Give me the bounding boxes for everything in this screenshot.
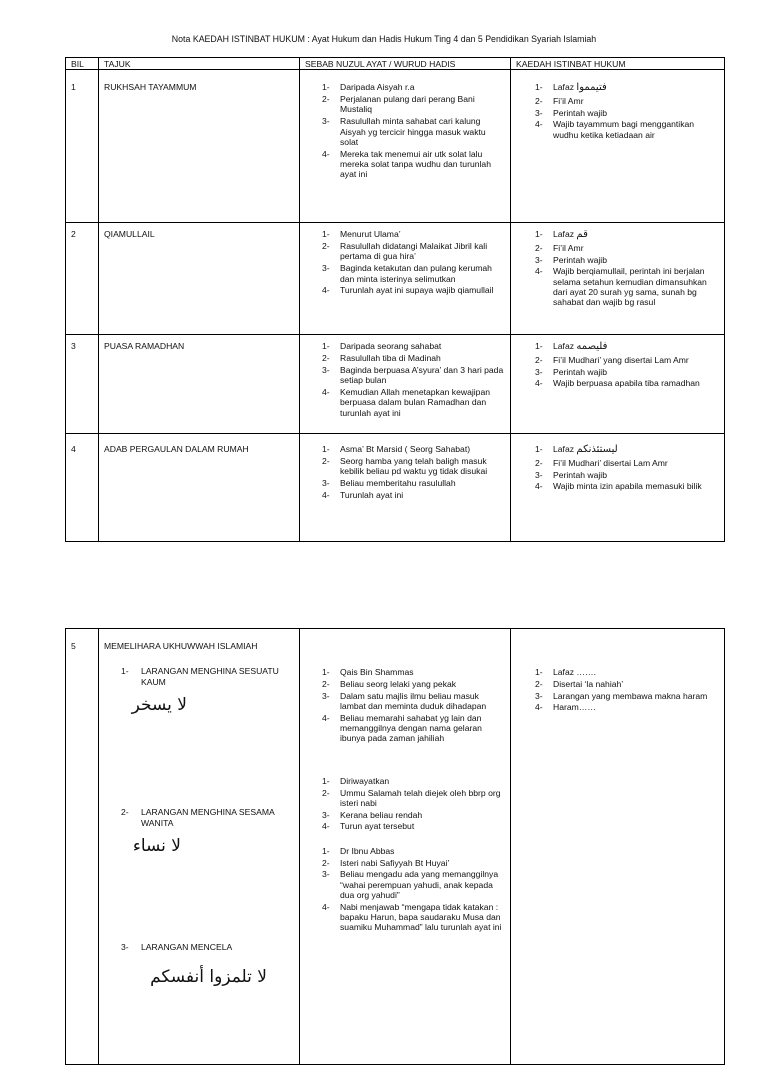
list-item: 1- Lafaz قم [535, 229, 588, 241]
list-item: 1- Lafaz فتيمموا [535, 82, 607, 94]
list-item: 2- Rasulullah tiba di Madinah [322, 353, 441, 364]
list-item: 2- Fi’il Amr [535, 95, 584, 106]
list-item: 3- Perintah wajib [535, 107, 607, 118]
list-item: 1- Asma’ Bt Marsid ( Seorg Sahabat) [322, 444, 471, 455]
notes-table-bottom [65, 628, 725, 1065]
list-item: 3- Baginda ketakutan dan pulang kerumah dan minta isterinya selimutkan [322, 263, 492, 284]
list-item: 1- Menurut Ulama’ [322, 229, 401, 240]
list-item: 4- Wajib berqiamullail, perintah ini berjalan selama setahun kemudian dimansuhkan dari ayat 20 surah yg sama, sunah bg sahabat dan wajib bg rasul [535, 266, 707, 308]
list-item: 3- Perintah wajib [535, 254, 607, 265]
list-item: 1- Dr Ibnu Abbas [322, 845, 395, 856]
table-row [66, 70, 725, 223]
list-item: 4- Wajib minta izin apabila memasuki bilik [535, 481, 702, 492]
list-item: 4- Haram…… [535, 702, 596, 713]
row-topic: PUASA RAMADHAN [99, 335, 300, 434]
list-item: 2- Ummu Salamah telah diejek oleh bbrp org isteri nabi [322, 787, 501, 808]
list-item: 3- Dalam satu majlis ilmu beliau masuk lambat dan meminta duduk dihadapan [322, 690, 487, 711]
list-item: 3- Perintah wajib [535, 366, 607, 377]
arabic-text: لا تلمزوا أنفسكم [150, 966, 267, 987]
list-item: 1- Daripada seorang sahabat [322, 341, 442, 352]
list-item: 1- Lafaz ليستئذنكم [535, 444, 618, 456]
row-number: 4 [66, 434, 99, 542]
row-topic: RUKHSAH TAYAMMUM [99, 70, 300, 223]
list-item: 1- Qais Bin Shammas [322, 667, 414, 677]
row-topic-title: MEMELIHARA UKHUWWAH ISLAMIAH [104, 641, 258, 651]
list-item: 3- Beliau mengadu ada yang memanggilnya “wahai perempuan yahudi, anak kepada dua org yahudi” [322, 869, 499, 900]
list-item: 3- Larangan yang membawa makna haram [535, 690, 708, 701]
kaedah-cell [511, 629, 725, 1065]
list-item: 4- Beliau memarahi sahabat yg lain dan memanggilnya dengan nama gelaran ibunya pada zaman jahiliah [322, 712, 482, 744]
sebab-cell [300, 629, 511, 1065]
sebab-group [319, 776, 506, 832]
list-item: 2- Disertai ‘la nahiah’ [535, 678, 624, 689]
arabic-text: لا يسخر [131, 694, 187, 715]
row-number: 3 [66, 335, 99, 434]
list-item: 2- Perjalanan pulang dari perang Bani Mustaliq [322, 94, 475, 115]
list-item: 2- Fi’il Mudhari’ disertai Lam Amr [535, 457, 668, 468]
list-item: 2- Isteri nabi Safiyyah Bt Huyai’ [322, 857, 450, 868]
kaedah-cell [511, 335, 725, 434]
header-kaedah: KAEDAH ISTINBAT HUKUM [511, 58, 725, 70]
row-topic: ADAB PERGAULAN DALAM RUMAH [99, 434, 300, 542]
sebab-group [319, 667, 506, 744]
arabic-text: لا نساء [132, 835, 181, 856]
list-item: 4- Wajib tayammum bagi menggantikan wudhu ketika ketiadaan air [535, 119, 695, 140]
list-item: 4- Turun ayat tersebut [322, 821, 415, 832]
kaedah-cell [511, 434, 725, 542]
page-title: Nota KAEDAH ISTINBAT HUKUM : Ayat Hukum dan Hadis Hukum Ting 4 dan 5 Pendidikan Syariah Islamiah [171, 34, 597, 44]
row-topic [99, 629, 300, 1065]
arabic-text: فليصمه [576, 341, 608, 353]
subtopic: 3- LARANGAN MENCELA لا تلمزوا أنفسكم [104, 942, 295, 987]
sebab-cell [300, 70, 511, 223]
list-item: 3- Rasulullah minta sahabat cari kalung Aisyah yg tercicir hingga masuk waktu solat [322, 116, 486, 147]
header-tajuk: TAJUK [99, 58, 300, 70]
kaedah-cell [511, 223, 725, 335]
list-item: 4- Mereka tak menemui air utk solat lalu mereka solat tanpa wudhu dan turunlah ayat ini [322, 148, 491, 180]
row-number: 5 [66, 629, 99, 1065]
subtopic: 2- LARANGAN MENGHINA SESAMA WANITA لا نساء [104, 807, 295, 856]
list-item: 3- Perintah wajib [535, 469, 607, 480]
table-header-row [66, 58, 725, 70]
list-item: 1- Daripada Aisyah r.a [322, 82, 415, 93]
list-item: 4- Turunlah ayat ini [322, 490, 404, 501]
arabic-text: قم [576, 229, 588, 241]
row-topic: QIAMULLAIL [99, 223, 300, 335]
list-item: 3- Kerana beliau rendah [322, 809, 423, 820]
sebab-cell [300, 223, 511, 335]
row-number: 2 [66, 223, 99, 335]
list-item: 1- Lafaz ……. [535, 667, 596, 677]
list-item: 4- Wajib berpuasa apabila tiba ramadhan [535, 378, 700, 389]
list-item: 4- Turunlah ayat ini supaya wajib qiamullail [322, 285, 494, 296]
table-row [66, 629, 725, 1065]
list-item: 3- Beliau memberitahu rasulullah [322, 478, 456, 489]
list-item: 2- Seorg hamba yang telah baligh masuk kebilik beliau pd waktu yg tidak disukai [322, 456, 488, 477]
header-sebab: SEBAB NUZUL AYAT / WURUD HADIS [300, 58, 511, 70]
list-item: 2- Rasulullah didatangi Malaikat Jibril kali pertama di gua hira’ [322, 241, 488, 262]
arabic-text: ليستئذنكم [576, 444, 618, 456]
list-item: 2- Fi’il Mudhari’ yang disertai Lam Amr [535, 354, 689, 365]
sebab-cell [300, 335, 511, 434]
row-number: 1 [66, 70, 99, 223]
table-row [66, 335, 725, 434]
subtopic: 1- LARANGAN MENGHINA SESUATU KAUM لا يسخر [104, 666, 295, 715]
table-row [66, 434, 725, 542]
table-row [66, 223, 725, 335]
arabic-text: فتيمموا [576, 82, 607, 94]
list-item: 3- Baginda berpuasa A’syura’ dan 3 hari pada setiap bulan [322, 364, 504, 386]
list-item: 2- Fi’il Amr [535, 242, 584, 253]
list-item: 4- Nabi menjawab “mengapa tidak katakan : bapaku Harun, bapa saudaraku Musa dan suamiku Muhammad” lalu turunlah ayat ini [322, 901, 502, 933]
notes-table-top [65, 57, 725, 542]
header-bil: BIL [66, 58, 99, 70]
list-item: 4- Kemudian Allah menetapkan kewajipan berpuasa dalam bulan Ramadhan dan turunlah ayat ini [322, 387, 491, 418]
list-item: 2- Beliau seorg lelaki yang pekak [322, 678, 457, 689]
list-item: 1- Lafaz فليصمه [535, 341, 608, 353]
sebab-group [319, 846, 506, 933]
list-item: 1- Diriwayatkan [322, 775, 390, 786]
kaedah-cell [511, 70, 725, 223]
sebab-cell [300, 434, 511, 542]
